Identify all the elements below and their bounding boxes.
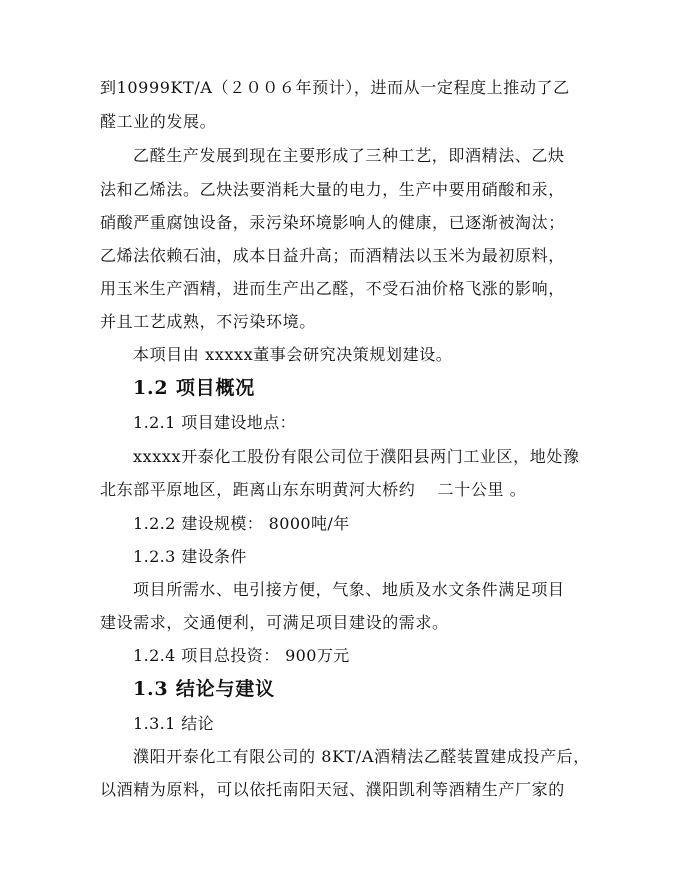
paragraph-line: 乙醛生产发展到现在主要形成了三种工艺，即酒精法、乙炔 <box>133 146 565 165</box>
paragraph-line: 用玉米生产酒精，进而生产出乙醛，不受石油价格飞涨的影响， <box>100 279 565 298</box>
subsection-heading-1-2-1: 1.2.1 项目建设地点： <box>133 413 296 432</box>
paragraph-line: 濮阳开泰化工有限公司的 8KT/A酒精法乙醛装置建成投产后， <box>133 747 590 766</box>
paragraph-line: 并且工艺成熟，不污染环境。 <box>100 312 316 331</box>
paragraph-line: xxxxx开泰化工股份有限公司位于濮阳县两门工业区，地处豫 <box>133 447 580 466</box>
paragraph-line: 法和乙烯法。乙炔法要消耗大量的电力，生产中要用硝酸和汞， <box>100 180 565 199</box>
subsection-heading-1-2-3: 1.2.3 建设条件 <box>133 547 247 566</box>
subsection-heading-1-2-2: 1.2.2 建设规模： 8000吨/年 <box>133 514 350 533</box>
subsection-heading-1-2-4: 1.2.4 项目总投资： 900万元 <box>133 646 350 665</box>
paragraph-line: 北东部平原地区，距离山东东明黄河大桥约 二十公里 。 <box>100 480 527 499</box>
section-heading-1-3: 1.3 结论与建议 <box>133 678 275 700</box>
paragraph-line: 醛工业的发展。 <box>100 112 217 131</box>
paragraph-line: 乙烯法依赖石油，成本日益升高；而酒精法以玉米为最初原料， <box>100 246 565 265</box>
paragraph-line: 建设需求，交通便利，可满足项目建设的需求。 <box>100 613 449 632</box>
section-heading-1-2: 1.2 项目概况 <box>133 377 256 399</box>
subsection-heading-1-3-1: 1.3.1 结论 <box>133 714 214 733</box>
paragraph-line: 以酒精为原料，可以依托南阳天冠、濮阳凯利等酒精生产厂家的 <box>100 780 565 799</box>
paragraph-line: 本项目由 xxxxx董事会研究决策规划建设。 <box>133 345 453 364</box>
paragraph-line: 项目所需水、电引接方便，气象、地质及水文条件满足项目 <box>133 580 565 599</box>
paragraph-line: 到10999KT/A（２００６年预计），进而从一定程度上推动了乙 <box>100 78 570 97</box>
paragraph-line: 硝酸严重腐蚀设备，汞污染环境影响人的健康，已逐渐被淘汰； <box>100 213 565 232</box>
